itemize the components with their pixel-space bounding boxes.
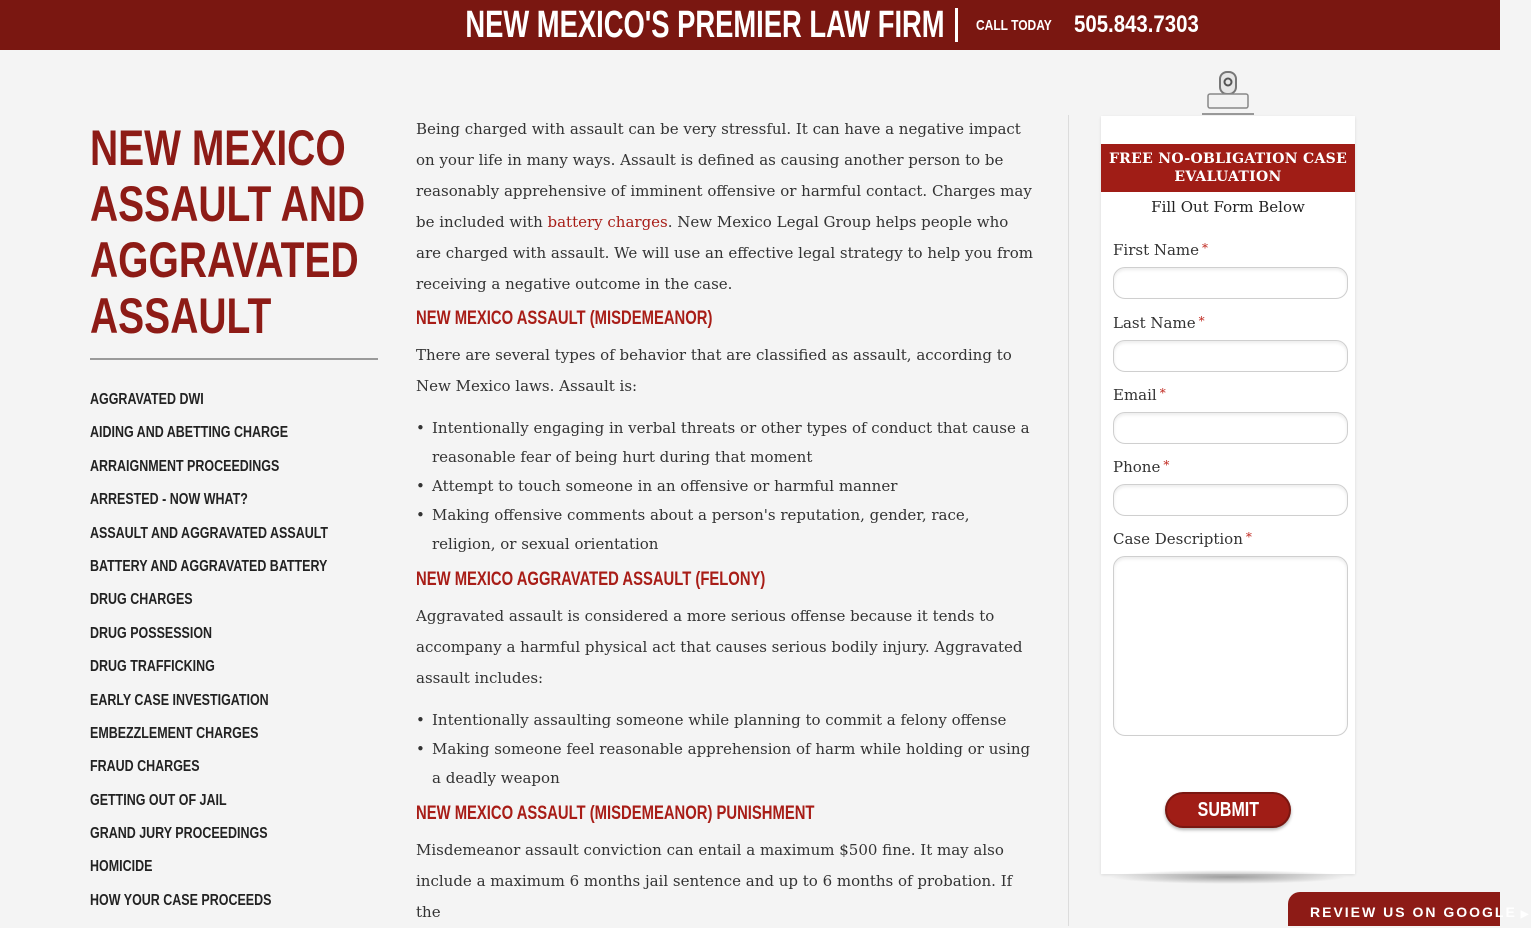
felony-list <box>416 706 1036 793</box>
nav-item-getting-out-of-jail[interactable]: GETTING OUT OF JAIL <box>90 791 227 809</box>
review-on-google-tab[interactable] <box>1288 892 1531 926</box>
nav-item-assault[interactable]: ASSAULT AND AGGRAVATED ASSAULT <box>90 524 329 542</box>
case-description-label: Case Description * <box>1113 530 1252 548</box>
nav-item-battery[interactable]: BATTERY AND AGGRAVATED BATTERY <box>90 557 328 575</box>
nav-item-aggravated-dwi[interactable]: AGGRAVATED DWI <box>90 391 204 408</box>
section-text-felony: Aggravated assault is considered a more serious offense because it tends to accompany a harmful physical act that causes serious bodily injury. Aggravated assault includes: <box>416 607 1023 687</box>
phone-label: Phone * <box>1113 458 1170 476</box>
intro-text-end: . New Mexico Legal Group helps people who are charged with assault. We will use an effective legal strategy to help you from receiving a negative outcome in the case. <box>416 213 1033 293</box>
nav-item-grand-jury[interactable]: GRAND JURY PROCEEDINGS <box>90 825 268 843</box>
form-header: FREE NO-OBLIGATION CASE EVALUATION <box>1101 144 1355 192</box>
phone-link[interactable]: 505.843.7303 <box>1074 11 1200 38</box>
section-heading-felony: NEW MEXICO AGGRAVATED ASSAULT (FELONY) <box>416 569 766 590</box>
email-input[interactable] <box>1113 412 1348 444</box>
banner-headline: NEW MEXICO'S PREMIER LAW FIRM <box>465 3 945 46</box>
nav-item-embezzlement[interactable]: EMBEZZLEMENT CHARGES <box>90 724 259 742</box>
nav-item-early-investigation[interactable]: EARLY CASE INVESTIGATION <box>90 691 269 709</box>
top-banner <box>0 0 1500 50</box>
nav-item-arrested[interactable]: ARRESTED - NOW WHAT? <box>90 491 248 509</box>
sidebar-divider <box>90 358 378 360</box>
arrow-right-icon: ▶ <box>1520 909 1531 920</box>
review-label: REVIEW US ON GOOGLE <box>1310 904 1517 920</box>
form-subheader: Fill Out Form Below <box>1151 198 1305 216</box>
nav-item-homicide[interactable]: HOMICIDE <box>90 858 153 876</box>
list-item: • Intentionally engaging in verbal threats or other types of conduct that cause a reasonable fear of being hurt during that moment <box>416 414 1036 472</box>
first-name-label: First Name * <box>1113 241 1209 259</box>
section-heading-misdemeanor: NEW MEXICO ASSAULT (MISDEMEANOR) <box>416 308 713 329</box>
list-item: • Attempt to touch someone in an offensive or harmful manner <box>416 472 1036 501</box>
call-today-label: CALL TODAY <box>975 16 1052 34</box>
nav-item-drug-trafficking[interactable]: DRUG TRAFFICKING <box>90 658 215 676</box>
case-description-textarea[interactable] <box>1113 556 1348 736</box>
list-item: • Making someone feel reasonable apprehension of harm while holding or using a deadly weapon <box>416 735 1036 793</box>
nav-item-aiding-abetting[interactable]: AIDING AND ABETTING CHARGE <box>90 424 289 442</box>
practice-area-nav <box>90 390 395 924</box>
email-label: Email * <box>1113 386 1166 404</box>
list-item: • Making offensive comments about a person's reputation, gender, race, religion, or sexual orientation <box>416 501 1036 559</box>
intro-paragraph <box>416 114 1036 300</box>
first-name-input[interactable] <box>1113 267 1348 299</box>
sidebar <box>90 120 380 909</box>
last-name-label: Last Name * <box>1113 314 1205 332</box>
misdemeanor-list <box>416 414 1036 559</box>
nav-item-drug-charges[interactable]: DRUG CHARGES <box>90 591 193 609</box>
nav-item-arraignment[interactable]: ARRAIGNMENT PROCEEDINGS <box>90 457 280 475</box>
case-evaluation-form <box>1101 116 1355 874</box>
main-content <box>416 114 1036 928</box>
list-item: • Intentionally assaulting someone while planning to commit a felony offense <box>416 706 1036 735</box>
battery-charges-link[interactable]: battery charges <box>547 213 668 231</box>
banner-divider <box>955 8 958 42</box>
last-name-input[interactable] <box>1113 340 1348 372</box>
submit-button[interactable]: SUBMIT <box>1165 792 1291 828</box>
nav-item-drug-possession[interactable]: DRUG POSSESSION <box>90 624 213 642</box>
form-shadow <box>1108 870 1348 884</box>
section-text-punishment: Misdemeanor assault conviction can entail a maximum $500 fine. It may also include a maximum 6 months jail sentence and up to 6 months of probation. If the <box>416 841 1013 921</box>
section-text-misdemeanor: There are several types of behavior that are classified as assault, according to New Mexico laws. Assault is: <box>416 346 1012 395</box>
column-divider <box>1068 115 1069 926</box>
nav-item-fraud[interactable]: FRAUD CHARGES <box>90 758 200 776</box>
intro-text: Being charged with assault can be very stressful. It can have a negative impact on your life in many ways. Assault is defined as causing another person to be reasonably apprehensive of imminent offensive or harmful contact. Charges may be included with <box>416 120 1032 231</box>
phone-input[interactable] <box>1113 484 1348 516</box>
page-title: NEW MEXICO ASSAULT AND AGGRAVATED ASSAULT <box>90 120 366 344</box>
nav-item-case-proceeds[interactable]: HOW YOUR CASE PROCEEDS <box>90 891 272 909</box>
section-heading-punishment: NEW MEXICO ASSAULT (MISDEMEANOR) PUNISHMENT <box>416 803 815 824</box>
